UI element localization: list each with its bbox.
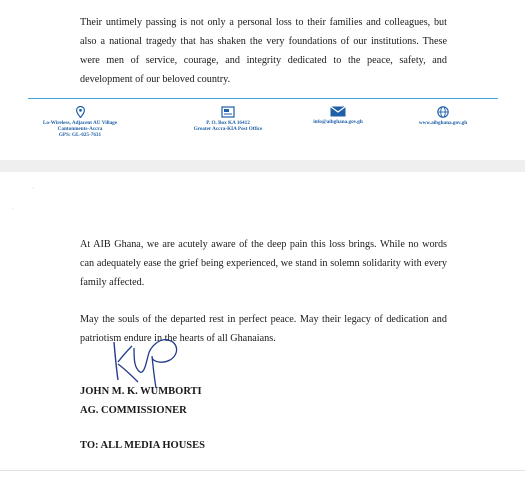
condolence-paragraph: May the souls of the departed rest in perfect peace. May their legacy of dedication and patriotism endure in the hearts of all Ghanaians.: [80, 314, 447, 344]
postal-line-2: Greater Accra-KIA Post Office: [193, 126, 263, 132]
footer-divider: [28, 98, 498, 99]
globe-icon: [437, 106, 449, 118]
location-line-2: Cantonments-Accra: [57, 126, 103, 132]
postal-line-1: P. O. Box KA 16412: [206, 120, 250, 126]
location-line-3: GPS: GL-025-7631: [58, 132, 102, 138]
letter-page-top: [0, 0, 525, 160]
mailbox-icon: [221, 106, 235, 118]
page-break: [0, 160, 525, 172]
letter-page-bottom: [0, 172, 525, 477]
location-pin-icon: [76, 106, 85, 118]
envelope-icon: [330, 106, 346, 117]
footer-website: [403, 106, 483, 126]
handwritten-signature: [104, 332, 194, 392]
footer-postal: [178, 106, 278, 132]
scan-speck: ·: [32, 186, 34, 192]
closing-paragraph: Their untimely passing is not only a personal loss to their families and colleagues, but also a national tragedy that has shaken the very foundations of our institutions. These were men of service, courage, and integrity dedicated to the peace, safety, and development of our beloved country.: [80, 17, 447, 85]
signatory-title: AG. COMMISSIONER: [80, 405, 187, 416]
footer-location: [30, 106, 130, 138]
website-url: www.aibghana.gov.gh: [418, 120, 468, 126]
solidarity-paragraph: At AIB Ghana, we are acutely aware of the deep pain this loss brings. While no words can adequately ease the grief being experienced, we stand in solemn solidarity with every family affected.: [80, 239, 447, 288]
page-edge: [0, 470, 525, 471]
recipient-line: TO: ALL MEDIA HOUSES: [80, 440, 205, 451]
location-line-1: Lo-Wireless, Adjacent AU Village: [42, 120, 118, 126]
letterhead-footer: [28, 106, 498, 150]
email-address: info@aibghana.gov.gh: [313, 119, 363, 125]
footer-email: [303, 106, 373, 125]
scan-speck: ·: [12, 206, 14, 212]
signatory-name: JOHN M. K. WUMBORTI: [80, 386, 202, 397]
